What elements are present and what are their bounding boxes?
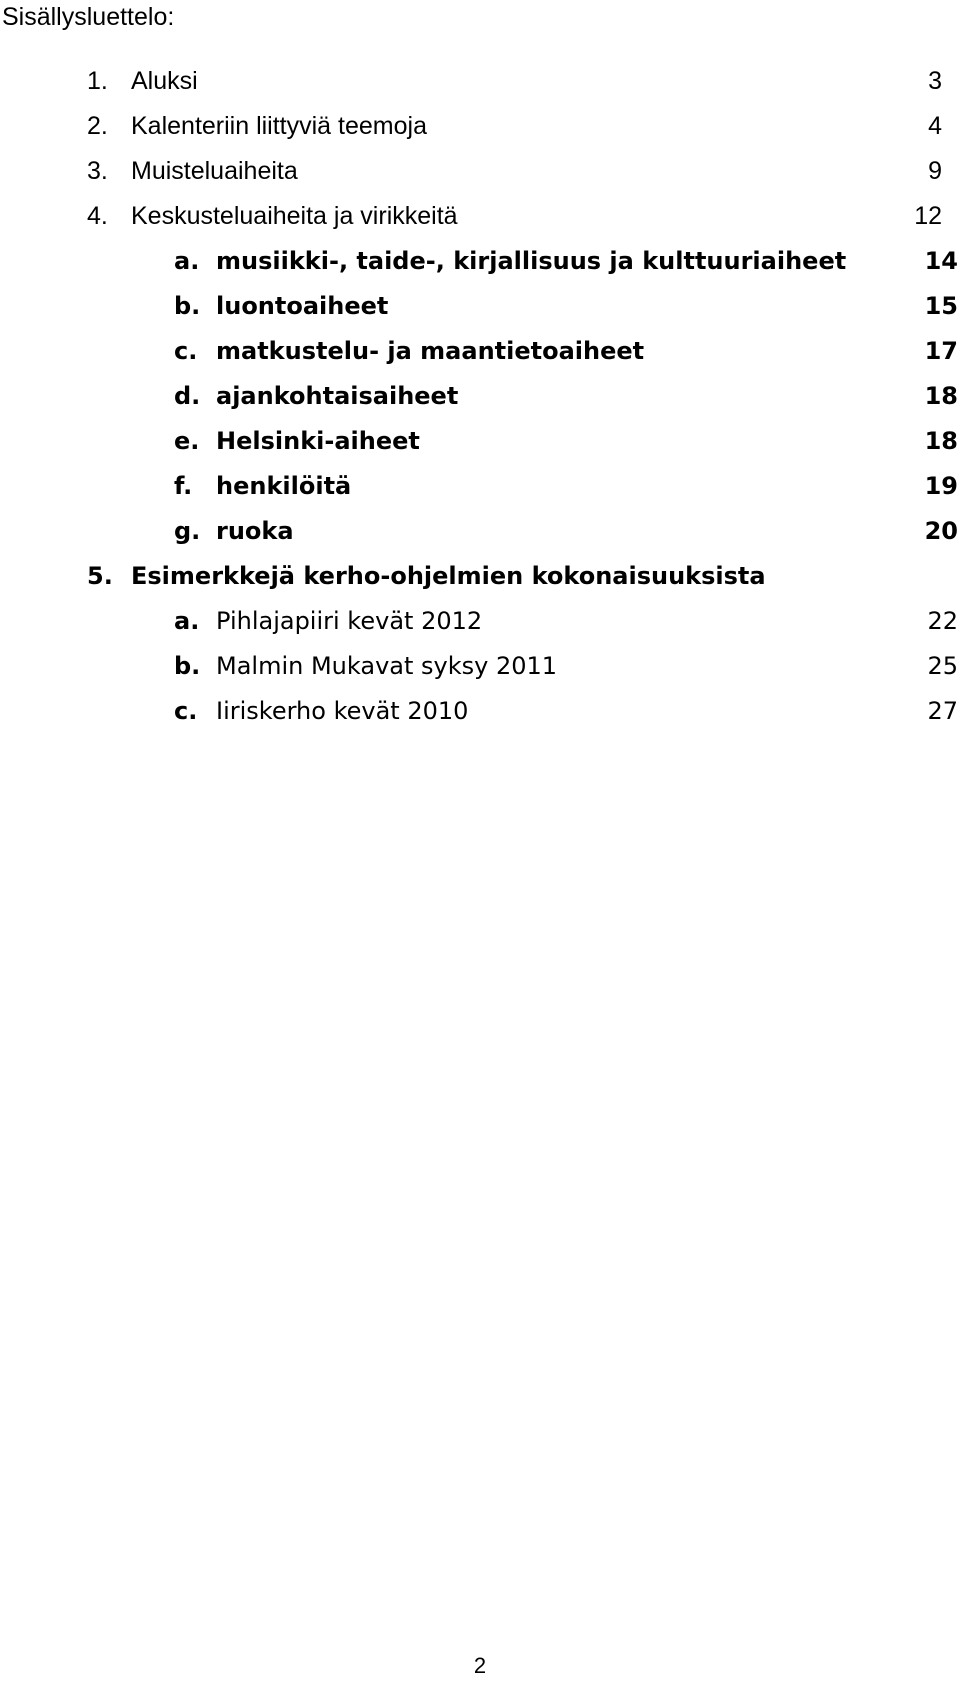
toc-entry-page: 4 <box>928 112 942 140</box>
toc-entry-marker: 3. <box>87 157 108 185</box>
toc-entry-marker: b. <box>174 652 201 680</box>
toc-entry-label: Muisteluaiheita <box>131 157 298 185</box>
toc-entry-marker: a. <box>174 607 200 635</box>
toc-subentry <box>0 424 960 469</box>
toc-entry-label: henkilöitä <box>216 472 352 500</box>
toc-entry-page: 17 <box>924 337 958 365</box>
toc-entry-page: 19 <box>924 472 958 500</box>
toc-entry-page: 14 <box>924 247 958 275</box>
toc-entry <box>0 559 960 604</box>
toc-entry-label: ruoka <box>216 517 294 545</box>
page-number: 2 <box>473 1653 487 1678</box>
toc-subentry <box>0 514 960 559</box>
toc-entry-marker: e. <box>174 427 200 455</box>
toc-title: Sisällysluettelo: <box>2 3 175 31</box>
toc-entry-page: 18 <box>924 382 958 410</box>
toc-entry-page: 12 <box>914 202 942 230</box>
toc-entry-page: 27 <box>927 697 958 725</box>
toc-subentry <box>0 379 960 424</box>
toc-entry-page: 20 <box>924 517 958 545</box>
toc-entry-marker: 1. <box>87 67 108 95</box>
toc-entry-page: 22 <box>927 607 958 635</box>
toc-list <box>0 64 960 739</box>
toc-entry-label: ajankohtaisaiheet <box>216 382 459 410</box>
toc-entry-label: matkustelu- ja maantietoaiheet <box>216 337 645 365</box>
toc-entry <box>0 154 960 199</box>
toc-entry-label: Esimerkkejä kerho-ohjelmien kokonaisuuksista <box>131 562 766 590</box>
toc-entry-label: Kalenteriin liittyviä teemoja <box>131 112 427 140</box>
toc-entry-page: 15 <box>924 292 958 320</box>
toc-entry-marker: g. <box>174 517 201 545</box>
toc-entry-marker: a. <box>174 247 200 275</box>
toc-entry-marker: b. <box>174 292 201 320</box>
toc-subentry <box>0 469 960 514</box>
toc-entry-marker: 4. <box>87 202 108 230</box>
toc-entry-page: 18 <box>924 427 958 455</box>
toc-entry <box>0 199 960 244</box>
toc-entry-label: Iiriskerho kevät 2010 <box>216 697 469 725</box>
toc-entry-marker: d. <box>174 382 201 410</box>
toc-subentry <box>0 694 960 739</box>
toc-entry-label: Aluksi <box>131 67 198 95</box>
toc-entry-marker: f. <box>174 472 193 500</box>
toc-entry-page: 9 <box>928 157 942 185</box>
toc-entry <box>0 109 960 154</box>
toc-entry-label: Keskusteluaiheita ja virikkeitä <box>131 202 458 230</box>
toc-entry-label: musiikki-, taide-, kirjallisuus ja kulttuuriaiheet <box>216 247 847 275</box>
toc-entry-page: 3 <box>928 67 942 95</box>
toc-subentry <box>0 244 960 289</box>
toc-entry-marker: 5. <box>87 562 113 590</box>
toc-subentry <box>0 604 960 649</box>
toc-entry-label: Malmin Mukavat syksy 2011 <box>216 652 558 680</box>
toc-entry-marker: c. <box>174 697 198 725</box>
toc-entry-label: luontoaiheet <box>216 292 389 320</box>
toc-subentry <box>0 289 960 334</box>
toc-entry-page: 25 <box>927 652 958 680</box>
toc-entry-label: Helsinki-aiheet <box>216 427 420 455</box>
toc-subentry <box>0 649 960 694</box>
toc-entry <box>0 64 960 109</box>
toc-entry-marker: 2. <box>87 112 108 140</box>
toc-entry-marker: c. <box>174 337 198 365</box>
toc-entry-label: Pihlajapiiri kevät 2012 <box>216 607 483 635</box>
toc-subentry <box>0 334 960 379</box>
